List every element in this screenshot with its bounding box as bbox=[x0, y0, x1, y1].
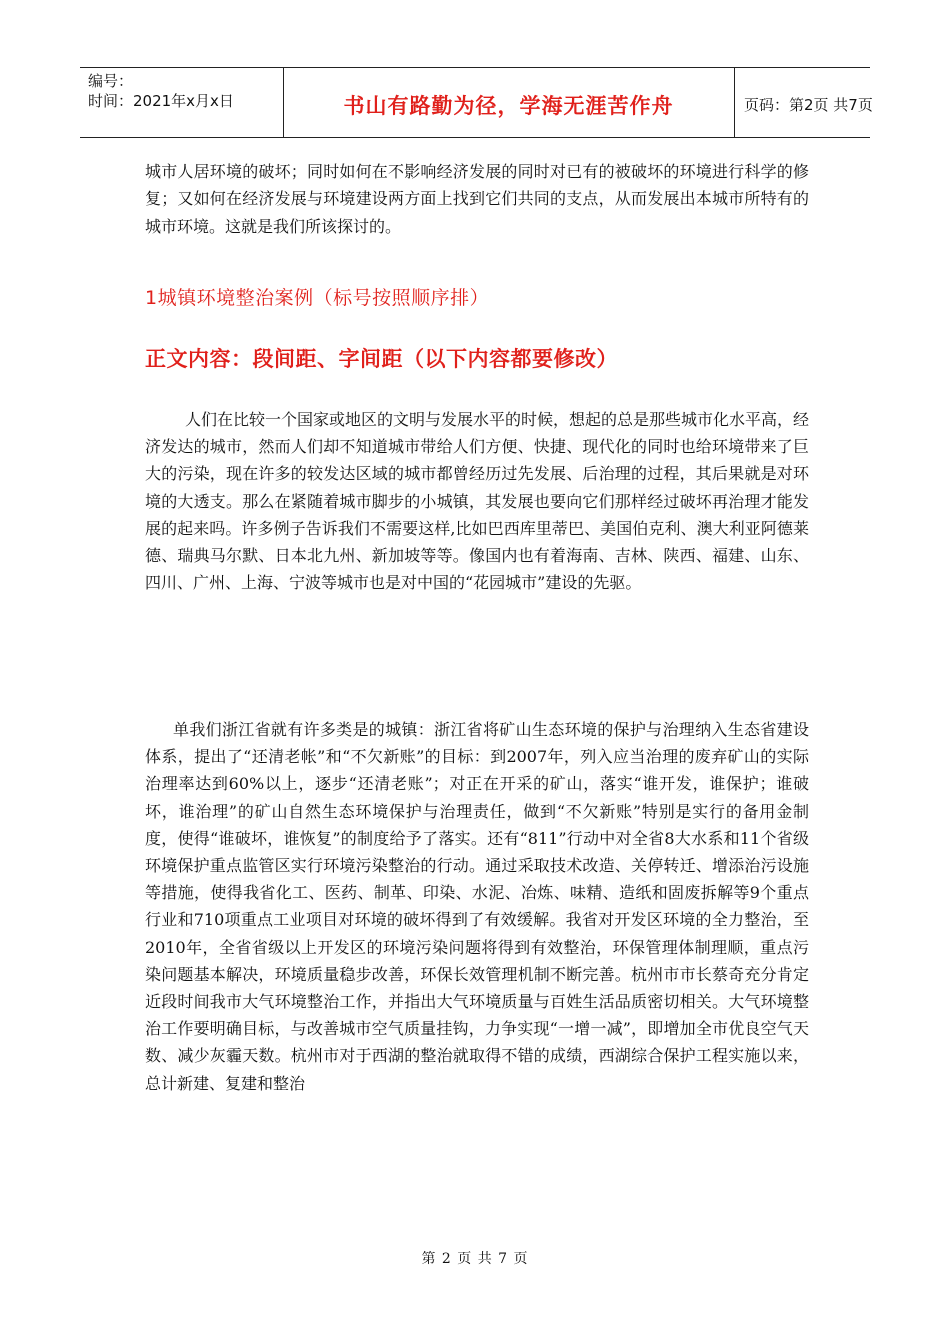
document-header bbox=[80, 67, 873, 138]
section-heading: 1城镇环境整治案例（标号按照顺序排） bbox=[145, 287, 490, 309]
header-motto-cell bbox=[283, 68, 735, 137]
header-motto: 书山有路勤为径，学海无涯苦作舟 bbox=[343, 94, 674, 118]
intro-paragraph: 城市人居环境的破坏；同时如何在不影响经济发展的同时对已有的被破坏的环境进行科学的修复；又如何在经济发展与环境建设两方面上找到它们共同的支点，从而发展出本城市所特有的城市环境。这就是我们所该探讨的。 bbox=[145, 162, 809, 236]
document-number-label: 编号： bbox=[88, 72, 134, 90]
body-paragraph-1: 人们在比较一个国家或地区的文明与发展水平的时候，想起的总是那些城市化水平高，经济发达的城市，然而人们却不知道城市带给人们方便、快捷、现代化的同时也给环境带来了巨大的污染，现在许多的较发达区域的城市都曾经历过先发展、后治理的过程，其后果就是对环境的大透支。那么在紧随着城市脚步的小城镇，其发展也要向它们那样经过破坏再治理才能发展的起来吗。许多例子告诉我们不需要这样,比如巴西库里蒂巴、美国伯克利、澳大利亚阿德莱德、瑞典马尔默、日本北九州、新加坡等等。像国内也有着海南、吉林、陕西、福建、山东、四川、广州、上海、宁波等城市也是对中国的“花园城市”建设的先驱。 bbox=[145, 410, 810, 593]
page-footer: 第 2 页 共 7 页 bbox=[421, 1251, 529, 1267]
header-meta-cell bbox=[80, 68, 284, 137]
header-page-cell bbox=[734, 68, 873, 137]
header-page-info: 页码：第2页 共7页 bbox=[744, 96, 873, 114]
document-time-label: 时间：2021年x月x日 bbox=[88, 92, 234, 110]
instruction-heading: 正文内容：段间距、字间距（以下内容都要修改） bbox=[145, 347, 618, 371]
body-paragraph-2: 单我们浙江省就有许多类是的城镇：浙江省将矿山生态环境的保护与治理纳入生态省建设体系，提出了“还清老帐”和“不欠新账”的目标：到2007年，列入应当治理的废弃矿山的实际治理率达到60%以上，逐步“还清老账”；对正在开采的矿山，落实“谁开发，谁保护；谁破坏，谁治理”的矿山自然生态环境保护与治理责任，做到“不欠新账”特别是实行的备用金制度，使得“谁破坏，谁恢复”的制度给予了落实。还有“811”行动中对全省8大水系和11个省级环境保护重点监管区实行环境污染整治的行动。通过采取技术改造、关停转迁、增添治污设施等措施，使得我省化工、医药、制革、印染、水泥、冶炼、味精、造纸和固废拆解等9个重点行业和710项重点工业项目对环境的破坏得到了有效缓解。我省对开发区环境的全力整治，至2010年，全省省级以上开发区的环境污染问题将得到有效整治，环保管理体制理顺，重点污染问题基本解决，环境质量稳步改善，环保长效管理机制不断完善。杭州市市长蔡奇充分肯定近段时间我市大气环境整治工作，并指出大气环境质量与百姓生活品质密切相关。大气环境整治工作要明确目标，与改善城市空气质量挂钩，力争实现“一增一减”，即增加全市优良空气天数、减少灰霾天数。杭州市对于西湖的整治就取得不错的成绩，西湖综合保护工程实施以来，总计新建、复建和整治 bbox=[145, 720, 809, 1093]
